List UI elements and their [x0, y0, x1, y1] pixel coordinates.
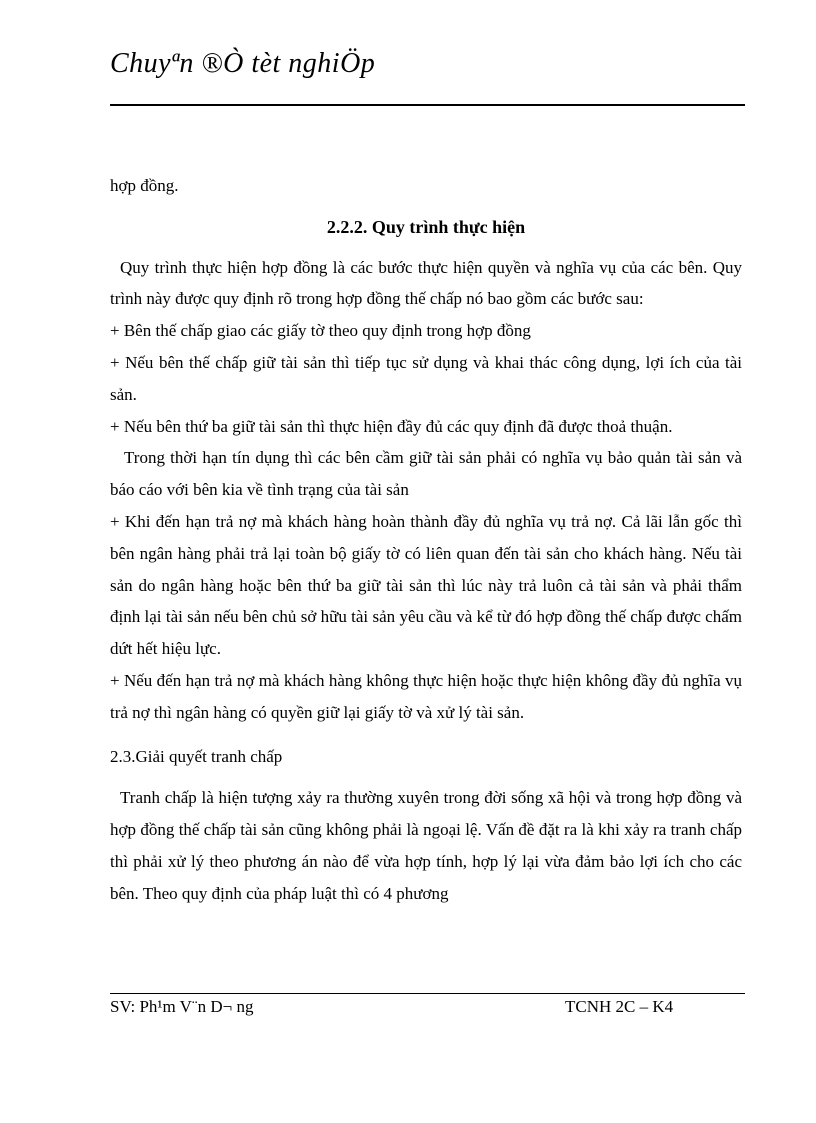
section-heading: 2.2.2. Quy trình thực hiện — [326, 216, 526, 237]
footer-divider — [110, 993, 745, 994]
continuation-text: hợp đồng. — [110, 176, 179, 195]
paragraph: Tranh chấp là hiện tượng xảy ra thường xuyên trong đời sống xã hội và trong hợp đồng và hợp đồng thế chấp tài sản cũng không phải là ngoại lệ. Vấn đề đặt ra là khi xảy ra tranh chấp thì phải xử lý theo phương án nào để vừa hợp tính, hợp lý lại vừa đảm bảo lợi ích cho các bên. Theo quy định của pháp luật thì có 4 phương — [110, 788, 742, 903]
paragraph: Trong thời hạn tín dụng thì các bên cầm giữ tài sản phải có nghĩa vụ bảo quản tài sản và báo cáo với bên kia về tình trạng của tài sản — [110, 448, 742, 500]
footer-student-name: SV: Ph¹m V¨n D¬ ng — [110, 997, 254, 1016]
bullet-item: + Khi đến hạn trả nợ mà khách hàng hoàn thành đầy đủ nghĩa vụ trả nợ. Cả lãi lẫn gốc thì bên ngân hàng phải trả lại toàn bộ giấy tờ có liên quan đến tài sản cho khách hàng. Nếu tài sản do ngân hàng hoặc bên thứ ba giữ tài sản thì lúc này trả luôn cả tài sản và phải thẩm định lại tài sản nếu bên chủ sở hữu tài sản yêu cầu và kể từ đó hợp đồng thế chấp được chấm dứt hết hiệu lực. — [110, 511, 742, 659]
header-divider — [110, 104, 745, 106]
subsection-heading: 2.3.Giải quyết tranh chấp — [110, 746, 283, 766]
bullet-item: + Bên thế chấp giao các giấy tờ theo quy định trong hợp đồng — [110, 321, 531, 341]
bullet-item: + Nếu đến hạn trả nợ mà khách hàng không thực hiện hoặc thực hiện không đầy đủ nghĩa vụ trả nợ thì ngân hàng có quyền giữ lại giấy tờ và xử lý tài sản. — [110, 670, 742, 722]
paragraph: Quy trình thực hiện hợp đồng là các bước thực hiện quyền và nghĩa vụ của các bên. Quy trình này được quy định rõ trong hợp đồng thế chấp nó bao gồm các bước sau: — [110, 257, 742, 309]
bullet-item: + Nếu bên thứ ba giữ tài sản thì thực hiện đầy đủ các quy định đã được thoả thuận. — [110, 416, 673, 436]
footer-class-code: TCNH 2C – K4 — [565, 997, 674, 1016]
document-header-title: Chuyªn ®Ò tèt nghiÖp — [110, 48, 376, 79]
document-body — [110, 170, 742, 910]
bullet-item: + Nếu bên thế chấp giữ tài sản thì tiếp tục sử dụng và khai thác công dụng, lợi ích của tài sản. — [110, 352, 742, 404]
